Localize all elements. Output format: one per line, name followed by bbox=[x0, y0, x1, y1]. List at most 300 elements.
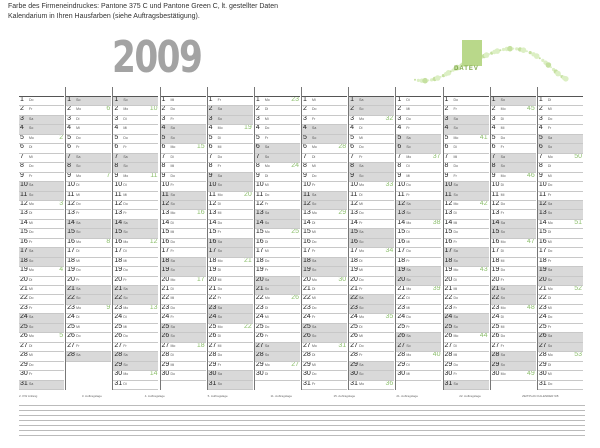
day-cell bbox=[255, 116, 300, 125]
weekday-label: Sa bbox=[170, 324, 175, 329]
day-number: 13 bbox=[444, 210, 453, 217]
day-number: 18 bbox=[538, 257, 547, 264]
week-number: 29 bbox=[338, 210, 347, 217]
day-cell bbox=[396, 295, 441, 304]
weekday-label: Fr bbox=[500, 277, 504, 282]
day-cell bbox=[491, 154, 536, 163]
day-cell bbox=[161, 305, 206, 314]
day-number: 2 bbox=[114, 106, 119, 113]
day-cell bbox=[255, 229, 300, 238]
day-number: 15 bbox=[444, 229, 453, 236]
day-cell bbox=[255, 371, 300, 380]
day-cell bbox=[208, 258, 253, 267]
day-cell bbox=[19, 106, 64, 115]
day-number: 4 bbox=[491, 125, 496, 132]
day-number: 19 bbox=[20, 267, 28, 274]
day-number: 11 bbox=[161, 191, 169, 198]
day-cell bbox=[302, 267, 347, 276]
weekday-label: Di bbox=[29, 277, 33, 282]
day-cell bbox=[208, 154, 253, 163]
day-number: 13 bbox=[20, 210, 28, 217]
day-cell bbox=[255, 277, 300, 286]
footer-item: 2. KW Anfang bbox=[19, 394, 38, 398]
week-number: 17 bbox=[196, 276, 205, 283]
day-cell bbox=[113, 125, 158, 134]
day-number: 28 bbox=[491, 352, 500, 359]
footer-item: 4. Auftragslage bbox=[144, 394, 165, 398]
day-cell bbox=[396, 173, 441, 182]
day-cell bbox=[208, 163, 253, 172]
day-cell bbox=[19, 210, 64, 219]
weekday-label: Fr bbox=[217, 230, 221, 235]
weekday-label: So bbox=[170, 201, 175, 206]
weekday-label: Di bbox=[359, 192, 363, 197]
day-number: 31 bbox=[20, 380, 28, 387]
day-cell bbox=[66, 182, 111, 191]
day-cell bbox=[208, 305, 253, 314]
day-cell bbox=[349, 239, 394, 248]
day-cell bbox=[302, 362, 347, 371]
day-cell bbox=[208, 286, 253, 295]
weekday-label: So bbox=[312, 268, 317, 273]
day-cell bbox=[396, 201, 441, 210]
day-cell bbox=[208, 277, 253, 286]
week-number: 14 bbox=[149, 371, 158, 378]
day-cell bbox=[302, 352, 347, 361]
weekday-label: Do bbox=[29, 164, 34, 169]
day-cell bbox=[538, 182, 583, 191]
day-number: 25 bbox=[255, 323, 264, 330]
day-number: 2 bbox=[491, 106, 496, 113]
weekday-label: Sa bbox=[359, 362, 364, 367]
weekday-label: So bbox=[123, 230, 128, 235]
weekday-label: Sa bbox=[453, 116, 458, 121]
weekday-label: Di bbox=[264, 239, 269, 244]
day-cell bbox=[444, 343, 489, 352]
day-number: 10 bbox=[491, 182, 500, 189]
weekday-label: Fr bbox=[500, 145, 504, 150]
day-cell bbox=[302, 248, 347, 257]
weekday-label: Do bbox=[170, 239, 175, 244]
day-number: 12 bbox=[538, 200, 547, 207]
day-cell bbox=[491, 173, 536, 182]
weekday-label: Mi bbox=[406, 372, 411, 377]
day-number: 23 bbox=[20, 304, 28, 311]
day-number: 11 bbox=[67, 191, 75, 198]
weekday-label: So bbox=[500, 164, 505, 169]
week-number: 20 bbox=[244, 191, 252, 198]
weekday-label: Di bbox=[264, 305, 269, 310]
weekday-label: Mo bbox=[500, 305, 506, 310]
day-cell bbox=[538, 381, 583, 390]
month-divider bbox=[254, 87, 255, 390]
day-cell bbox=[491, 163, 536, 172]
day-number: 25 bbox=[491, 323, 500, 330]
weekday-label: Do bbox=[76, 135, 81, 140]
day-cell bbox=[349, 371, 394, 380]
weekday-label: So bbox=[453, 324, 458, 329]
weekday-label: Mi bbox=[500, 258, 505, 263]
day-cell bbox=[161, 277, 206, 286]
weekday-label: Do bbox=[312, 239, 317, 244]
weekday-label: Mi bbox=[123, 192, 128, 197]
weekday-label: Sa bbox=[312, 258, 317, 263]
day-number: 28 bbox=[208, 352, 217, 359]
day-number: 8 bbox=[303, 163, 307, 170]
weekday-label: So bbox=[29, 258, 34, 263]
day-cell bbox=[444, 305, 489, 314]
day-cell bbox=[66, 116, 111, 125]
weekday-label: Do bbox=[453, 230, 458, 235]
day-cell bbox=[208, 381, 253, 390]
day-number: 4 bbox=[255, 125, 260, 132]
day-cell bbox=[444, 182, 489, 191]
day-cell bbox=[491, 267, 536, 276]
day-number: 4 bbox=[350, 125, 355, 132]
day-number: 6 bbox=[303, 144, 307, 151]
weekday-label: Sa bbox=[359, 296, 364, 301]
day-number: 26 bbox=[161, 333, 170, 340]
day-number: 10 bbox=[397, 182, 406, 189]
day-cell bbox=[491, 135, 536, 144]
month-header-2 bbox=[113, 87, 158, 97]
weekday-label: Sa bbox=[29, 381, 34, 386]
day-number: 11 bbox=[20, 191, 28, 198]
day-cell bbox=[396, 314, 441, 323]
day-number: 10 bbox=[255, 182, 264, 189]
weekday-label: Mo bbox=[76, 239, 82, 244]
weekday-label: So bbox=[453, 258, 458, 263]
day-cell bbox=[66, 154, 111, 163]
day-number: 7 bbox=[114, 153, 119, 160]
day-number: 13 bbox=[114, 210, 123, 217]
day-number: 3 bbox=[538, 115, 543, 122]
weekday-label: Do bbox=[547, 116, 553, 121]
month-divider bbox=[112, 87, 113, 390]
weekday-label: Mi bbox=[453, 287, 458, 292]
weekday-label: Fr bbox=[312, 183, 316, 188]
week-number: 3 bbox=[59, 200, 64, 207]
day-number: 10 bbox=[161, 182, 170, 189]
week-number: 28 bbox=[338, 144, 347, 151]
weekday-label: Sa bbox=[500, 353, 505, 358]
week-number: 2 bbox=[59, 134, 64, 141]
month-header-11 bbox=[538, 87, 583, 97]
day-cell bbox=[538, 106, 583, 115]
weekday-label: Di bbox=[547, 98, 552, 102]
day-number: 26 bbox=[397, 333, 406, 340]
logo-text: DATEV bbox=[454, 66, 479, 72]
day-cell bbox=[113, 229, 158, 238]
day-cell bbox=[444, 324, 489, 333]
day-number: 30 bbox=[114, 371, 123, 378]
weekday-label: Fr bbox=[170, 249, 174, 254]
day-cell bbox=[255, 352, 300, 361]
weekday-label: Do bbox=[312, 107, 317, 112]
day-number: 11 bbox=[208, 191, 216, 198]
day-number: 5 bbox=[20, 134, 24, 141]
weekday-label: Sa bbox=[359, 98, 364, 102]
day-cell bbox=[302, 210, 347, 219]
day-cell bbox=[349, 267, 394, 276]
day-cell bbox=[19, 192, 64, 201]
weekday-label: Mi bbox=[29, 287, 33, 292]
day-cell bbox=[349, 248, 394, 257]
day-number: 27 bbox=[350, 342, 358, 349]
day-cell bbox=[491, 201, 536, 210]
day-number: 3 bbox=[444, 115, 449, 122]
day-cell bbox=[349, 106, 394, 115]
day-cell bbox=[396, 239, 441, 248]
day-cell bbox=[66, 163, 111, 172]
day-cell bbox=[255, 135, 300, 144]
day-cell bbox=[66, 343, 111, 352]
day-cell bbox=[255, 182, 300, 191]
day-cell bbox=[19, 144, 64, 153]
print-instruction-calendar: Kalendarium in Ihren Hausfarben (siehe Auftragsbestätigung). bbox=[8, 13, 200, 20]
day-cell bbox=[66, 173, 111, 182]
day-cell bbox=[538, 258, 583, 267]
day-number: 2 bbox=[20, 106, 24, 113]
day-cell bbox=[302, 381, 347, 390]
day-number: 25 bbox=[397, 323, 406, 330]
day-cell bbox=[396, 258, 441, 267]
day-cell bbox=[302, 201, 347, 210]
day-number: 24 bbox=[161, 314, 170, 321]
weekday-label: Di bbox=[453, 211, 457, 216]
day-number: 27 bbox=[538, 342, 547, 349]
day-cell bbox=[19, 163, 64, 172]
day-cell bbox=[208, 314, 253, 323]
day-number: 23 bbox=[67, 304, 75, 311]
day-number: 27 bbox=[20, 342, 28, 349]
day-cell bbox=[491, 333, 536, 342]
weekday-label: Mo bbox=[453, 268, 459, 273]
footer-item: 5. Auftragslage bbox=[207, 394, 228, 398]
day-cell bbox=[491, 352, 536, 361]
day-number: 29 bbox=[397, 361, 406, 368]
weekday-label: Fr bbox=[500, 343, 504, 348]
day-number: 27 bbox=[67, 342, 75, 349]
day-cell bbox=[66, 258, 111, 267]
weekday-label: Di bbox=[29, 211, 33, 216]
footer-line bbox=[19, 425, 585, 426]
day-number: 8 bbox=[397, 163, 402, 170]
week-number: 21 bbox=[244, 257, 252, 264]
day-number: 29 bbox=[255, 361, 264, 368]
week-number: 4 bbox=[59, 267, 64, 274]
day-cell bbox=[113, 295, 158, 304]
day-number: 17 bbox=[20, 248, 28, 255]
day-number: 19 bbox=[114, 267, 123, 274]
day-number: 14 bbox=[444, 219, 453, 226]
day-number: 6 bbox=[491, 144, 496, 151]
day-cell bbox=[302, 116, 347, 125]
day-number: 10 bbox=[350, 182, 358, 189]
day-cell bbox=[161, 163, 206, 172]
day-number: 21 bbox=[538, 286, 547, 293]
day-number: 23 bbox=[350, 304, 358, 311]
weekday-label: Di bbox=[312, 154, 316, 159]
day-cell bbox=[302, 135, 347, 144]
weekday-label: Mi bbox=[406, 173, 411, 178]
day-cell bbox=[491, 314, 536, 323]
weekday-label: Sa bbox=[76, 353, 81, 358]
weekday-label: Do bbox=[217, 154, 223, 159]
weekday-label: Mi bbox=[312, 98, 316, 102]
day-cell bbox=[349, 210, 394, 219]
weekday-label: Di bbox=[500, 315, 504, 320]
day-number: 15 bbox=[255, 229, 264, 236]
day-cell bbox=[538, 192, 583, 201]
day-number: 20 bbox=[303, 276, 311, 283]
weekday-label: Mo bbox=[500, 107, 506, 112]
day-number: 17 bbox=[538, 248, 547, 255]
day-cell bbox=[113, 239, 158, 248]
weekday-label: Sa bbox=[264, 277, 270, 282]
weekday-label: Mi bbox=[547, 173, 552, 178]
day-cell bbox=[66, 125, 111, 134]
weekday-label: Do bbox=[453, 296, 458, 301]
day-number: 15 bbox=[67, 229, 75, 236]
day-cell bbox=[396, 333, 441, 342]
day-number: 16 bbox=[397, 238, 406, 245]
weekday-label: Fr bbox=[453, 173, 457, 178]
day-number: 1 bbox=[538, 97, 543, 103]
weekday-label: Mo bbox=[406, 353, 412, 358]
day-cell bbox=[396, 182, 441, 191]
weekday-label: Sa bbox=[312, 324, 317, 329]
weekday-label: Mi bbox=[29, 154, 33, 159]
day-cell bbox=[113, 163, 158, 172]
day-cell bbox=[302, 295, 347, 304]
day-number: 22 bbox=[444, 295, 453, 302]
day-cell bbox=[161, 286, 206, 295]
day-number: 13 bbox=[397, 210, 406, 217]
week-number: 12 bbox=[149, 238, 158, 245]
week-number: 46 bbox=[527, 172, 535, 179]
day-number: 31 bbox=[208, 380, 217, 387]
weekday-label: Fr bbox=[29, 372, 33, 377]
weekday-label: Fr bbox=[29, 173, 33, 178]
week-number: 8 bbox=[106, 238, 111, 245]
weekday-label: Mo bbox=[170, 211, 176, 216]
weekday-label: Sa bbox=[547, 201, 553, 206]
day-cell bbox=[444, 381, 489, 390]
day-cell bbox=[113, 248, 158, 257]
day-cell bbox=[113, 267, 158, 276]
day-cell bbox=[113, 352, 158, 361]
day-number: 13 bbox=[161, 210, 170, 217]
day-number: 8 bbox=[444, 163, 449, 170]
day-cell bbox=[538, 220, 583, 229]
day-cell bbox=[349, 154, 394, 163]
day-number: 18 bbox=[303, 257, 311, 264]
weekday-label: Mi bbox=[76, 258, 80, 263]
footer-line bbox=[19, 415, 585, 416]
week-number: 42 bbox=[479, 200, 488, 207]
day-cell bbox=[161, 314, 206, 323]
weekday-label: Mi bbox=[547, 239, 552, 244]
day-number: 31 bbox=[350, 380, 358, 387]
weekday-label: Fr bbox=[264, 201, 269, 206]
weekday-label: Sa bbox=[547, 135, 553, 140]
day-cell bbox=[444, 239, 489, 248]
day-cell bbox=[161, 182, 206, 191]
weekday-label: Fr bbox=[76, 211, 80, 216]
month-header-10 bbox=[491, 87, 536, 97]
day-number: 14 bbox=[303, 219, 311, 226]
day-number: 8 bbox=[208, 163, 213, 170]
weekday-label: Do bbox=[29, 230, 34, 235]
weekday-label: So bbox=[76, 164, 81, 169]
weekday-label: Sa bbox=[29, 183, 34, 188]
day-cell bbox=[113, 220, 158, 229]
day-cell bbox=[349, 314, 394, 323]
weekday-label: Do bbox=[264, 126, 270, 131]
day-number: 11 bbox=[491, 191, 499, 198]
day-cell bbox=[255, 267, 300, 276]
day-number: 28 bbox=[255, 352, 264, 359]
day-number: 6 bbox=[161, 144, 166, 151]
week-number: 48 bbox=[527, 304, 535, 311]
day-number: 14 bbox=[491, 219, 500, 226]
day-number: 30 bbox=[444, 371, 453, 378]
day-number: 17 bbox=[114, 248, 123, 255]
month-divider bbox=[490, 87, 491, 390]
weekday-label: Sa bbox=[217, 305, 222, 310]
weekday-label: Do bbox=[123, 201, 128, 206]
day-number: 15 bbox=[538, 229, 547, 236]
weekday-label: Fr bbox=[547, 324, 552, 329]
day-cell bbox=[491, 362, 536, 371]
day-cell bbox=[113, 305, 158, 314]
week-number: 16 bbox=[196, 210, 205, 217]
day-cell bbox=[538, 97, 583, 106]
weekday-label: So bbox=[264, 220, 270, 225]
weekday-label: Mo bbox=[217, 258, 223, 263]
day-cell bbox=[66, 305, 111, 314]
weekday-label: Di bbox=[217, 334, 221, 339]
weekday-label: Do bbox=[406, 183, 411, 188]
day-number: 16 bbox=[350, 238, 358, 245]
day-cell bbox=[538, 239, 583, 248]
day-cell bbox=[538, 352, 583, 361]
day-cell bbox=[491, 220, 536, 229]
weekday-label: Sa bbox=[217, 173, 222, 178]
day-number: 9 bbox=[303, 172, 307, 179]
day-number: 20 bbox=[538, 276, 547, 283]
weekday-label: Sa bbox=[547, 268, 553, 273]
weekday-label: So bbox=[217, 183, 222, 188]
weekday-label: Di bbox=[264, 372, 269, 377]
day-number: 3 bbox=[20, 115, 24, 122]
weekday-label: Do bbox=[406, 315, 411, 320]
day-cell bbox=[491, 144, 536, 153]
day-cell bbox=[161, 267, 206, 276]
day-cell bbox=[161, 352, 206, 361]
weekday-label: Mo bbox=[29, 135, 34, 140]
weekday-label: Di bbox=[547, 230, 552, 235]
day-cell bbox=[19, 201, 64, 210]
day-number: 5 bbox=[161, 134, 166, 141]
month-header-6 bbox=[302, 87, 347, 97]
weekday-label: Mi bbox=[406, 305, 411, 310]
day-cell bbox=[19, 305, 64, 314]
day-number: 6 bbox=[20, 144, 24, 151]
weekday-label: Fr bbox=[359, 154, 363, 159]
weekday-label: Fr bbox=[406, 126, 410, 131]
